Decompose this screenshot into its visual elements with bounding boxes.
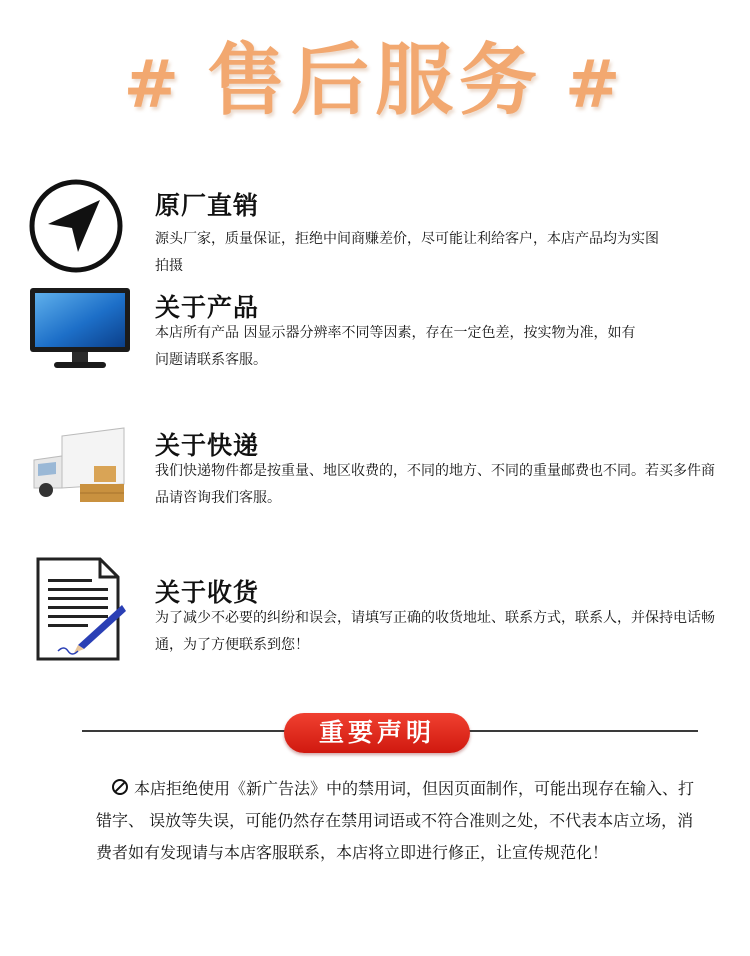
title-text: 售后服务: [206, 36, 543, 126]
monitor-icon: [28, 286, 132, 372]
delivery-truck-icon: [28, 426, 132, 510]
section-title: 原厂直销: [155, 191, 260, 220]
ban-icon: [112, 779, 128, 795]
hash-left: #: [123, 46, 185, 123]
section-title: 关于快递: [155, 431, 260, 460]
section-title: 关于收货: [155, 578, 260, 607]
section-body: 源头厂家，质量保证，拒绝中间商赚差价，尽可能让利给客户，本店产品均为实图拍摄: [155, 231, 659, 274]
section-body: 本店所有产品 因显示器分辨率不同等因素，存在一定色差，按实物为准，如有问题请联系客服。: [155, 325, 636, 368]
hash-right: #: [565, 46, 627, 123]
notice-text: [96, 773, 696, 869]
section-title: 关于产品: [155, 293, 260, 322]
section-body: 为了减少不必要的纠纷和误会，请填写正确的收货地址、联系方式，联系人，并保持电话畅通，为了方便联系到您！: [155, 610, 715, 653]
document-pen-icon: [34, 555, 126, 663]
page-title: [0, 18, 750, 130]
navigation-arrow-icon: [28, 178, 124, 274]
notice-body: 本店拒绝使用《新广告法》中的禁用词，但因页面制作，可能出现存在输入、打错字、 误放等失误，可能仍然存在禁用词语或不符合准则之处，不代表本店立场，消费者如有发现请与本店客服联系，本店将立即进行修正，让宣传规范化！: [96, 779, 695, 862]
notice-badge: 重要声明: [284, 713, 470, 753]
section-body: 我们快递物件都是按重量、地区收费的，不同的地方、不同的重量邮费也不同。若买多件商品请咨询我们客服。: [155, 463, 715, 506]
